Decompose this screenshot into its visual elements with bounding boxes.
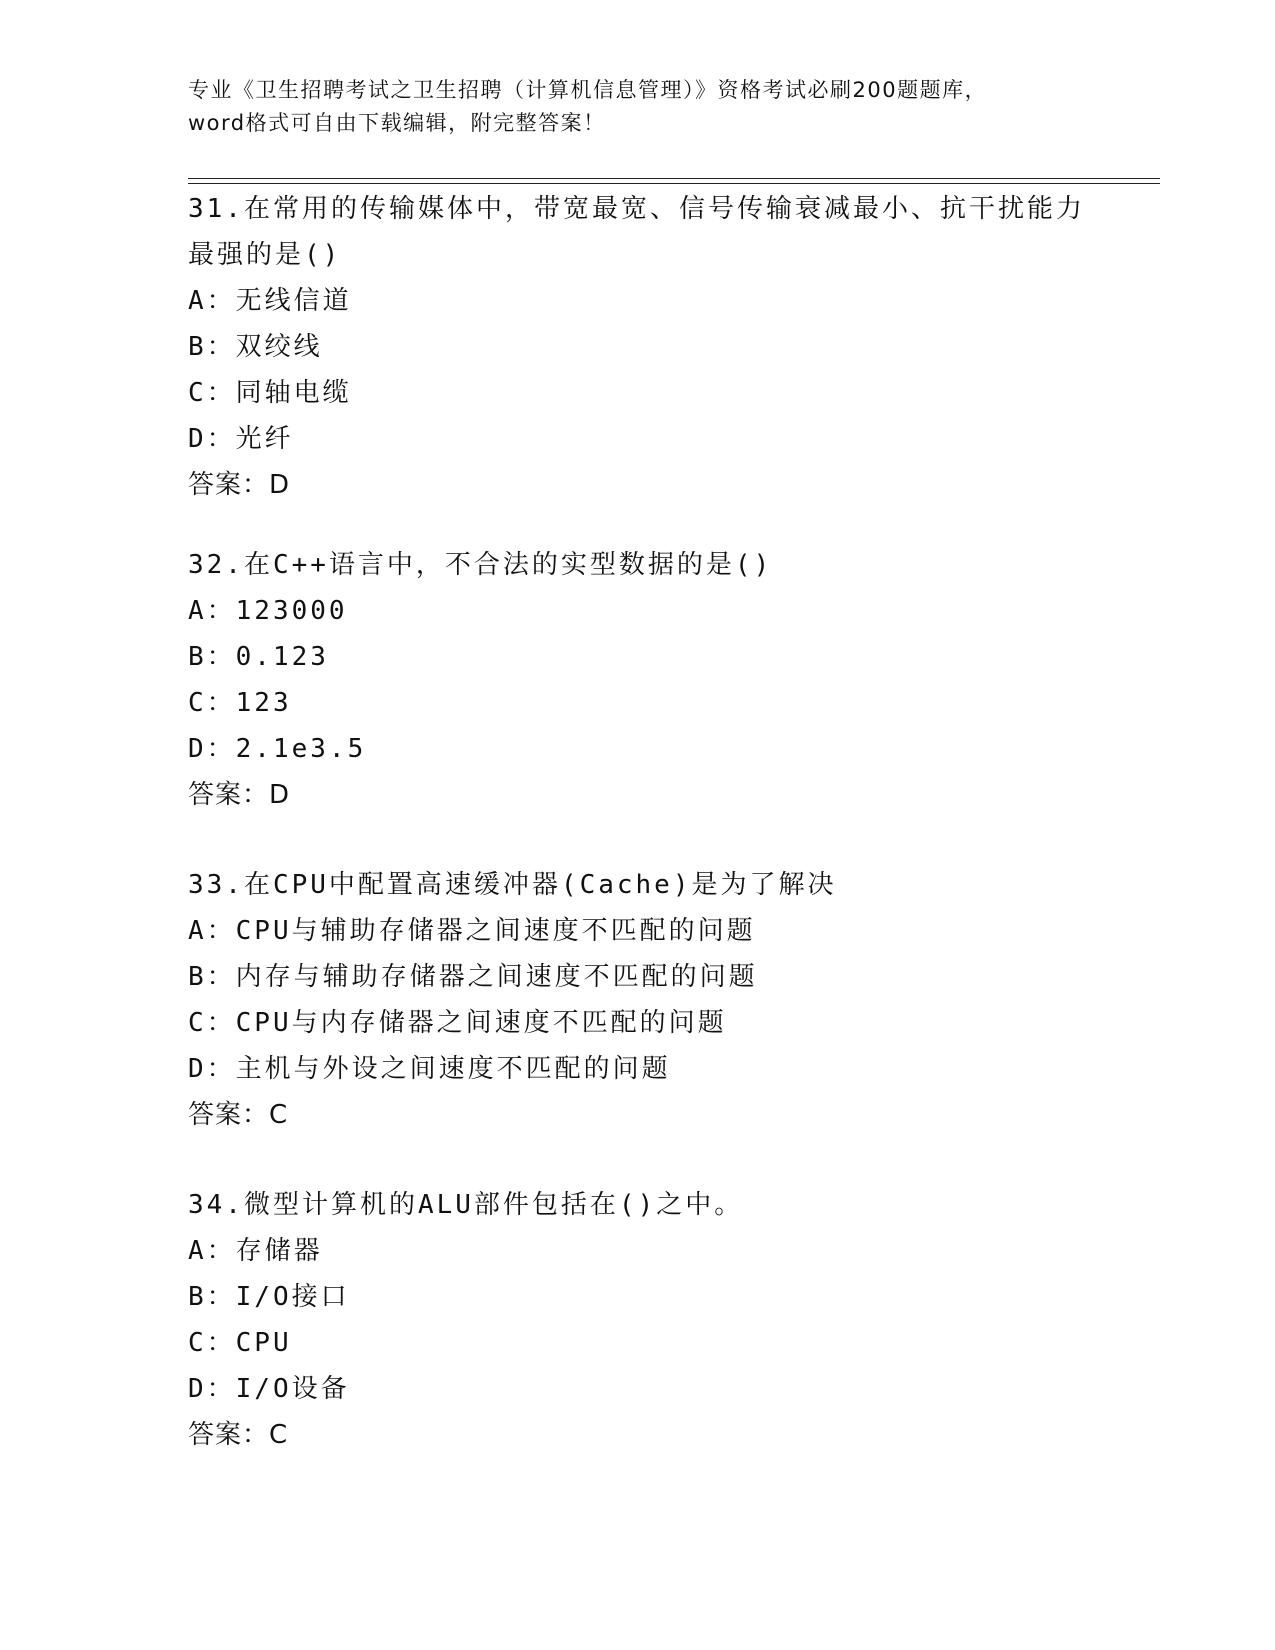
option-c: C：CPU (188, 1328, 292, 1358)
option-a: A：123000 (188, 596, 348, 626)
option-a: A：存储器 (188, 1236, 323, 1266)
question-32 (188, 542, 1088, 818)
option-b: B：0.123 (188, 642, 329, 672)
option-c: C：CPU与内存储器之间速度不匹配的问题 (188, 1008, 727, 1038)
question-stem-line: 32.在C++语言中，不合法的实型数据的是() (188, 550, 773, 580)
answer-line: 答案：D (188, 780, 291, 810)
option-d: D：I/O设备 (188, 1374, 350, 1404)
option-c: C：同轴电缆 (188, 378, 352, 408)
question-33 (188, 862, 1088, 1138)
option-a: A：CPU与辅助存储器之间速度不匹配的问题 (188, 916, 756, 946)
header-line-2: word格式可自由下载编辑，附完整答案！ (188, 111, 606, 135)
question-34 (188, 1182, 1088, 1458)
option-d: D：光纤 (188, 424, 294, 454)
question-stem-line: 31.在常用的传输媒体中，带宽最宽、信号传输衰减最小、抗干扰能力 (188, 194, 1085, 224)
answer-line: 答案：D (188, 470, 291, 500)
option-b: B：双绞线 (188, 332, 323, 362)
answer-line: 答案：C (188, 1420, 289, 1450)
question-stem-line: 最强的是() (188, 240, 342, 270)
header-divider-top (188, 178, 1160, 179)
option-c: C：123 (188, 688, 292, 718)
question-stem-line: 34.微型计算机的ALU部件包括在()之中。 (188, 1190, 744, 1220)
option-b: B：内存与辅助存储器之间速度不匹配的问题 (188, 962, 758, 992)
question-31 (188, 186, 1088, 508)
option-d: D：2.1e3.5 (188, 734, 367, 764)
question-stem-line: 33.在CPU中配置高速缓冲器(Cache)是为了解决 (188, 870, 837, 900)
option-d: D：主机与外设之间速度不匹配的问题 (188, 1054, 671, 1084)
option-b: B：I/O接口 (188, 1282, 350, 1312)
document-header (188, 74, 1088, 140)
answer-line: 答案：C (188, 1100, 289, 1130)
header-line-1: 专业《卫生招聘考试之卫生招聘（计算机信息管理）》资格考试必刷200题题库， (188, 78, 988, 102)
option-a: A：无线信道 (188, 286, 352, 316)
header-divider-bottom (188, 183, 1160, 184)
